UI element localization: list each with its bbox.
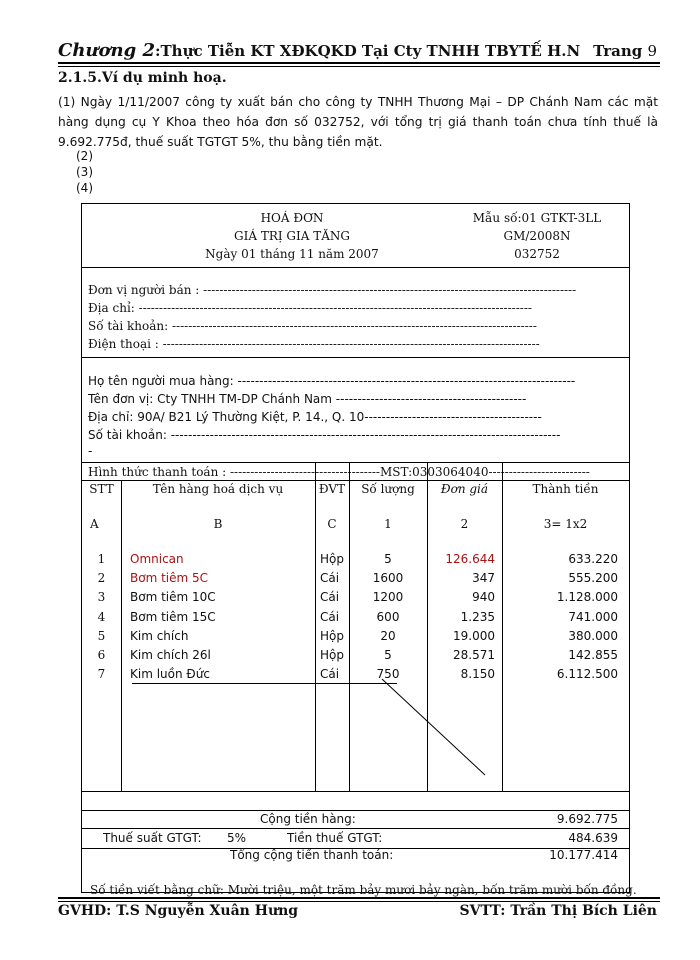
subtotal-label: Cộng tiền hàng: — [260, 812, 356, 826]
buyer-account: Số tài khoản: ------------------------------------------------------------------------------------------ — [88, 428, 561, 442]
row-price: 1.235 — [460, 609, 495, 624]
row-qty: 5 — [384, 648, 392, 662]
row-amount: 633.220 — [568, 552, 618, 566]
row-stt: 6 — [97, 648, 106, 662]
row-amount: 555.200 — [568, 571, 618, 586]
col-code: 3= 1x2 — [543, 517, 588, 531]
row-stt: 4 — [97, 609, 106, 624]
header-rule-thin — [58, 66, 660, 67]
row-price: 940 — [472, 590, 495, 605]
divider — [82, 480, 629, 481]
col-header-stt: STT — [89, 482, 114, 496]
payment-method: Hình thức thanh toán : -------------------------------------MST:0303064040------------------------- — [88, 465, 590, 479]
footer-rule-thin — [58, 901, 660, 902]
buyer-name: Họ tên người mua hàng: ------------------------------------------------------------------------------ — [88, 374, 576, 388]
divider — [82, 828, 629, 829]
row-unit: Hộp — [320, 648, 344, 662]
column-line — [502, 462, 503, 791]
row-name: Omnican — [130, 552, 184, 566]
row-price: 126.644 — [445, 552, 495, 566]
row-stt: 1 — [97, 552, 106, 566]
row-qty: 1600 — [372, 571, 404, 586]
total-value: 10.177.414 — [549, 848, 618, 862]
chapter-title: :Thực Tiễn KT XĐKQKD Tại Cty TNHH TBYTẾ H.N — [154, 42, 581, 60]
footer-student: SVTT: Trần Thị Bích Liên — [459, 903, 657, 919]
page-label: Trang — [593, 42, 643, 60]
row-amount: 380.000 — [568, 628, 618, 643]
invoice-number: 032752 — [514, 247, 560, 261]
divider — [82, 810, 629, 811]
amount-in-words: Số tiền viết bằng chữ: Mười triệu, một trăm bảy mươi bảy ngàn, bốn trăm mười bốn đồng. — [90, 883, 637, 897]
row-name: Kim chích — [130, 628, 189, 643]
page-number: 9 — [647, 42, 657, 60]
strike-line — [132, 683, 397, 684]
header-rule — [58, 62, 660, 64]
divider — [82, 462, 629, 463]
row-qty: 600 — [376, 609, 400, 624]
row-unit: Hộp — [320, 552, 344, 566]
row-name: Kim chích 26l — [130, 648, 211, 662]
row-name: Bơm tiêm 15C — [130, 609, 216, 624]
footer-rule — [58, 897, 660, 899]
divider — [82, 791, 629, 792]
list-item: (3) — [76, 165, 93, 179]
list-item: (2) — [76, 149, 93, 163]
seller-address: Địa chỉ: ------------------------------------------------------------------------------------------------- — [88, 301, 532, 315]
footer-advisor: GVHD: T.S Nguyễn Xuân Hưng — [58, 903, 299, 919]
row-price: 8.150 — [460, 667, 495, 682]
col-header-qty: Số lượng — [361, 482, 415, 496]
column-line — [315, 462, 316, 791]
col-code: 2 — [460, 517, 469, 531]
row-stt: 7 — [97, 667, 106, 682]
row-unit: Cái — [320, 590, 340, 605]
subtotal-value: 9.692.775 — [556, 812, 618, 826]
row-amount: 142.855 — [568, 648, 618, 662]
col-code: A — [90, 517, 99, 531]
row-unit: Cái — [320, 571, 340, 586]
row-name: Bơm tiêm 10C — [130, 590, 216, 605]
row-qty: 750 — [376, 667, 400, 682]
vat-amount-label: Tiền thuế GTGT: — [287, 831, 383, 845]
page-indicator — [593, 42, 657, 60]
invoice-title: HOÁ ĐƠN — [260, 211, 324, 225]
divider — [82, 267, 629, 268]
row-name: Bơm tiêm 5C — [130, 571, 209, 586]
invoice-subtitle: GIÁ TRỊ GIA TĂNG — [234, 229, 350, 243]
chapter-label: Chương 2 — [58, 40, 155, 61]
row-stt: 5 — [97, 628, 106, 643]
col-header-price: Đơn giá — [440, 482, 489, 496]
seller-account: Số tài khoản: ------------------------------------------------------------------------------------------ — [88, 319, 537, 333]
row-stt: 3 — [97, 590, 106, 605]
col-header-amount: Thành tiền — [532, 482, 599, 496]
vat-rate: 5% — [227, 831, 247, 845]
invoice-series: GM/2008N — [503, 229, 571, 243]
row-qty: 5 — [384, 552, 392, 566]
vat-rate-label: Thuế suất GTGT: — [103, 831, 202, 845]
row-price: 19.000 — [453, 628, 495, 643]
row-amount: 6.112.500 — [556, 667, 618, 682]
row-unit: Cái — [320, 667, 340, 682]
row-price: 28.571 — [453, 648, 495, 662]
example-paragraph: (1) Ngày 1/11/2007 công ty xuất bán cho công ty TNHH Thương Mại – DP Chánh Nam các mặt hàng dụng cụ Y Khoa theo hóa đơn số 032752, với tổng trị giá thanh toán chưa tính thuế là 9.692.775đ, thuế suất TGTGT 5%, thu bằng tiền mặt. — [58, 95, 658, 149]
row-stt: 2 — [97, 571, 106, 586]
buyer-address: Địa chỉ: 90A/ B21 Lý Thường Kiệt, P. 14., Q. 10----------------------------------------- — [88, 410, 542, 424]
chapter-header — [58, 40, 580, 61]
col-code: C — [327, 517, 337, 531]
row-price: 347 — [472, 571, 495, 586]
row-unit: Hộp — [320, 628, 344, 643]
col-header-unit: ĐVT — [318, 482, 346, 496]
row-amount: 1.128.000 — [556, 590, 618, 605]
col-header-name: Tên hàng hoá dịch vụ — [152, 482, 284, 496]
row-amount: 741.000 — [568, 609, 618, 624]
dash-mark: - — [88, 444, 93, 458]
total-label: Tổng cộng tiền thanh toán: — [230, 848, 394, 862]
invoice-date: Ngày 01 tháng 11 năm 2007 — [205, 247, 379, 261]
col-code: B — [213, 517, 223, 531]
seller-phone: Điện thoại : --------------------------------------------------------------------------------------------- — [88, 337, 540, 351]
row-unit: Cái — [320, 609, 340, 624]
buyer-unit: Tên đơn vị: Cty TNHH TM-DP Chánh Nam -------------------------------------------- — [88, 392, 527, 406]
row-qty: 1200 — [372, 590, 404, 605]
vat-amount: 484.639 — [568, 831, 618, 845]
invoice-form-number: Mẫu số:01 GTKT-3LL — [472, 211, 602, 225]
list-item: (4) — [76, 181, 93, 195]
col-code: 1 — [384, 517, 392, 531]
row-name: Kim luồn Đức — [130, 667, 210, 682]
section-title: 2.1.5.Ví dụ minh hoạ. — [58, 70, 227, 86]
column-line — [349, 462, 350, 791]
divider — [82, 357, 629, 358]
seller-unit: Đơn vị người bán : -------------------------------------------------------------------------------------------- — [88, 283, 577, 297]
cancel-diagonal — [372, 674, 492, 784]
row-qty: 20 — [380, 628, 396, 643]
invoice — [81, 203, 637, 897]
